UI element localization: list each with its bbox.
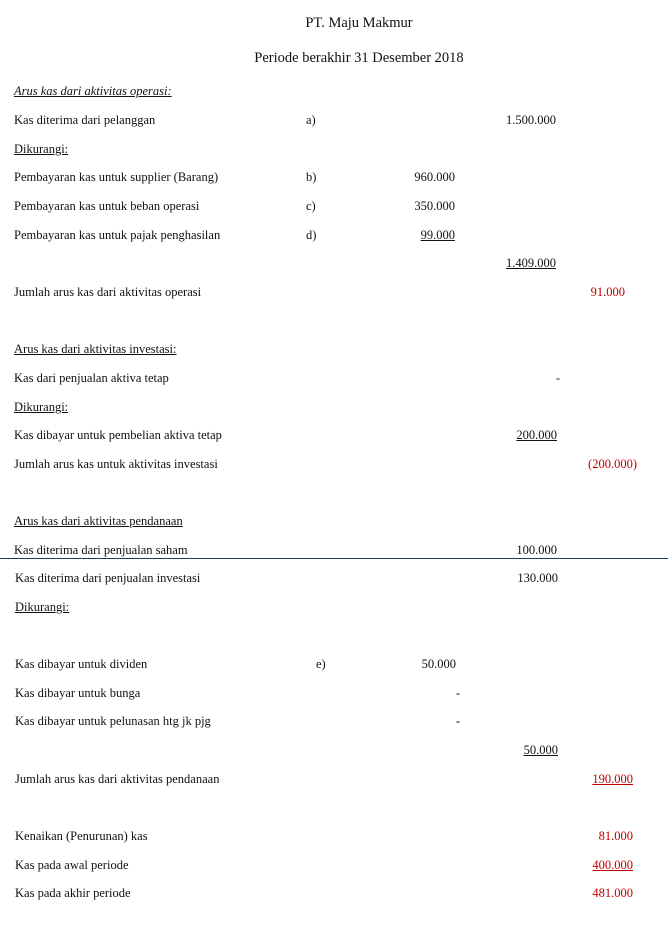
section-heading-investasi: Arus kas dari aktivitas investasi: bbox=[14, 342, 177, 356]
dikurangi-label: Dikurangi: bbox=[15, 600, 70, 614]
row-label: Pembayaran kas untuk pajak penghasilan bbox=[14, 228, 221, 242]
row-amount: 81.000 bbox=[598, 829, 633, 843]
row-label: Kas dibayar untuk pembelian aktiva tetap bbox=[14, 428, 222, 442]
row-amount: - bbox=[555, 371, 560, 385]
row-amount: 1.500.000 bbox=[506, 113, 556, 127]
row-amount: - bbox=[455, 686, 460, 700]
dikurangi-label: Dikurangi: bbox=[14, 142, 69, 156]
row-amount: 100.000 bbox=[516, 543, 557, 557]
total-label: Jumlah arus kas dari aktivitas operasi bbox=[14, 285, 202, 299]
row-key: e) bbox=[316, 657, 326, 671]
row-amount: 99.000 bbox=[420, 228, 455, 242]
row-key: c) bbox=[306, 199, 316, 213]
row-label: Kas dibayar untuk bunga bbox=[15, 686, 141, 700]
row-amount: 200.000 bbox=[516, 428, 557, 442]
subtotal-amount: 50.000 bbox=[523, 743, 558, 757]
row-label: Kas dari penjualan aktiva tetap bbox=[14, 371, 169, 385]
total-label: Jumlah arus kas dari aktivitas pendanaan bbox=[15, 772, 220, 786]
dikurangi-label: Dikurangi: bbox=[14, 400, 69, 414]
row-amount: 50.000 bbox=[421, 657, 456, 671]
row-label: Kas diterima dari penjualan saham bbox=[14, 543, 188, 557]
horizontal-divider bbox=[0, 558, 668, 559]
row-label: Pembayaran kas untuk supplier (Barang) bbox=[14, 170, 219, 184]
row-amount: 350.000 bbox=[414, 199, 455, 213]
row-label: Kas dibayar untuk pelunasan htg jk pjg bbox=[15, 714, 211, 728]
section-heading-operasi: Arus kas dari aktivitas operasi: bbox=[14, 84, 172, 98]
row-label: Kas pada akhir periode bbox=[15, 886, 131, 900]
section-heading-pendanaan: Arus kas dari aktivitas pendanaan bbox=[14, 514, 183, 528]
total-amount: 91.000 bbox=[590, 285, 625, 299]
subtotal-amount: 1.409.000 bbox=[506, 256, 556, 270]
period-title: Periode berakhir 31 Desember 2018 bbox=[254, 50, 464, 66]
row-amount: 960.000 bbox=[414, 170, 455, 184]
row-label: Kas pada awal periode bbox=[15, 858, 129, 872]
row-key: b) bbox=[306, 170, 317, 184]
row-label: Kas dibayar untuk dividen bbox=[15, 657, 148, 671]
row-amount: 130.000 bbox=[517, 571, 558, 585]
total-amount: (200.000) bbox=[588, 457, 637, 471]
row-key: d) bbox=[306, 228, 317, 242]
row-amount: 481.000 bbox=[592, 886, 633, 900]
row-label: Kas diterima dari pelanggan bbox=[14, 113, 156, 127]
row-label: Pembayaran kas untuk beban operasi bbox=[14, 199, 200, 213]
company-title: PT. Maju Makmur bbox=[305, 15, 413, 31]
row-label: Kas diterima dari penjualan investasi bbox=[15, 571, 201, 585]
total-amount: 190.000 bbox=[592, 772, 633, 786]
row-amount: - bbox=[455, 714, 460, 728]
total-label: Jumlah arus kas untuk aktivitas investasi bbox=[14, 457, 218, 471]
row-key: a) bbox=[306, 113, 316, 127]
row-amount: 400.000 bbox=[592, 858, 633, 872]
row-label: Kenaikan (Penurunan) kas bbox=[15, 829, 148, 843]
